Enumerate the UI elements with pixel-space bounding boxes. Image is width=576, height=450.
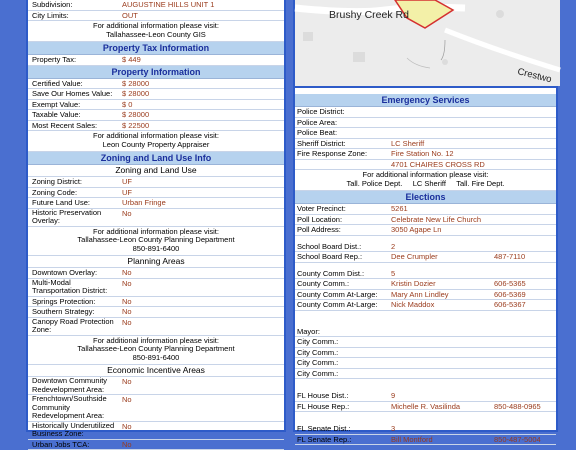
row-label <box>295 160 387 170</box>
row-label: City Comm.: <box>295 358 387 368</box>
info-row <box>295 391 556 402</box>
map-canvas <box>295 0 560 86</box>
row-value: Kristin Dozier <box>387 279 494 289</box>
row-label: Exempt Value: <box>28 100 120 110</box>
row-label: FL House Dist.: <box>295 391 387 401</box>
row-label: FL House Rep.: <box>295 402 387 412</box>
row-label: Canopy Road Protection Zone: <box>28 318 120 335</box>
row-label: Downtown Community Redevelopment Area: <box>28 377 120 394</box>
row-label: County Comm At-Large: <box>295 300 387 310</box>
row-label: Zoning District: <box>28 177 120 187</box>
row-label: Sheriff District: <box>295 139 387 149</box>
planning-phone: 850-891-6400 <box>28 354 284 363</box>
info-row <box>295 279 556 290</box>
row-phone <box>494 391 556 401</box>
zoning-header: Zoning and Land Use Info <box>28 152 284 165</box>
row-label: Historically Underutilized Business Zone: <box>28 422 120 439</box>
row-label: Zoning Code: <box>28 188 120 198</box>
row-phone: 487-7110 <box>494 252 556 262</box>
row-label: Police District: <box>295 107 387 117</box>
info-row <box>28 395 284 422</box>
info-row <box>295 252 556 263</box>
info-row <box>28 268 284 279</box>
emergency-header: Emergency Services <box>295 94 556 107</box>
info-row <box>28 110 284 121</box>
row-value <box>387 337 556 347</box>
row-value: $ 28000 <box>120 79 284 89</box>
info-row <box>28 100 284 111</box>
info-row <box>28 89 284 100</box>
row-value: $ 22500 <box>120 121 284 131</box>
row-label: Certified Value: <box>28 79 120 89</box>
info-text: For additional information please visit: <box>28 228 284 237</box>
row-label: Mayor: <box>295 327 387 337</box>
row-value: No <box>120 440 284 450</box>
planning-link[interactable]: Tallahassee-Leon County Planning Department <box>28 345 284 354</box>
info-row <box>295 435 556 446</box>
elections-header: Elections <box>295 191 556 204</box>
planning-info <box>28 227 284 257</box>
planning-info-2 <box>28 336 284 366</box>
info-row <box>295 337 556 348</box>
info-row <box>28 188 284 199</box>
row-label: City Limits: <box>28 11 120 21</box>
row-value: 3050 Agape Ln <box>387 225 556 235</box>
planning-link[interactable]: Tallahassee-Leon County Planning Department <box>28 236 284 245</box>
right-info-panel <box>293 0 558 432</box>
row-phone: 606-5369 <box>494 290 556 300</box>
info-row <box>28 121 284 132</box>
info-row <box>295 128 556 139</box>
row-value: 5261 <box>387 204 556 214</box>
info-row <box>28 11 284 22</box>
info-row <box>28 422 284 440</box>
info-row <box>28 440 284 450</box>
info-text: For additional information please visit: <box>28 337 284 346</box>
info-row <box>28 279 284 297</box>
row-phone: 606-5367 <box>494 300 556 310</box>
info-text: For additional information please visit: <box>295 171 556 180</box>
row-value: $ 28000 <box>120 110 284 120</box>
row-value: Fire Station No. 12 <box>387 149 556 159</box>
row-phone <box>494 424 556 434</box>
emergency-links[interactable]: Tall. Police Dept. LC Sheriff Tall. Fire Dept. <box>295 180 556 189</box>
row-value <box>387 118 556 128</box>
info-row <box>295 139 556 150</box>
info-row <box>28 198 284 209</box>
row-value <box>387 128 556 138</box>
row-label: Fire Response Zone: <box>295 149 387 159</box>
row-label: Poll Location: <box>295 215 387 225</box>
row-value <box>387 327 556 337</box>
parcel-map[interactable] <box>295 0 556 88</box>
info-row <box>295 290 556 301</box>
economic-areas-subheader: Economic Incentive Areas <box>28 365 284 377</box>
row-phone: 606-5365 <box>494 279 556 289</box>
row-value: $ 28000 <box>120 89 284 99</box>
row-label: Urban Jobs TCA: <box>28 440 120 450</box>
row-label: FL Senate Dist.: <box>295 424 387 434</box>
row-value: OUT <box>120 11 284 21</box>
row-value: 3 <box>387 424 494 434</box>
zoning-subheader: Zoning and Land Use <box>28 165 284 177</box>
info-row <box>295 225 556 236</box>
info-row <box>295 107 556 118</box>
property-info-header: Property Information <box>28 66 284 79</box>
info-row <box>295 215 556 226</box>
info-row <box>28 377 284 395</box>
info-row <box>295 242 556 253</box>
info-text: For additional information please visit: <box>28 22 284 31</box>
row-value: No <box>120 307 284 317</box>
row-label: Most Recent Sales: <box>28 121 120 131</box>
emergency-info <box>295 170 556 191</box>
row-value: $ 0 <box>120 100 284 110</box>
appraiser-link[interactable]: Leon County Property Appraiser <box>28 141 284 150</box>
row-label: Downtown Overlay: <box>28 268 120 278</box>
row-value: Urban Fringe <box>120 198 284 208</box>
row-value: No <box>120 268 284 278</box>
info-row <box>295 160 556 171</box>
row-phone: 850-487-5004 <box>494 435 556 445</box>
row-label: Subdivision: <box>28 0 120 10</box>
row-value <box>387 348 556 358</box>
info-row <box>295 424 556 435</box>
row-label: County Comm.: <box>295 279 387 289</box>
row-label: Police Area: <box>295 118 387 128</box>
row-phone <box>494 269 556 279</box>
row-value: 2 <box>387 242 494 252</box>
row-value: LC Sheriff <box>387 139 556 149</box>
info-row <box>28 297 284 308</box>
info-row <box>295 402 556 413</box>
info-row <box>295 348 556 359</box>
property-tax-header: Property Tax Information <box>28 42 284 55</box>
road-label-brushy: Brushy Creek Rd <box>329 9 409 21</box>
row-label: School Board Dist.: <box>295 242 387 252</box>
row-value: No <box>120 279 284 289</box>
gis-link[interactable]: Tallahassee-Leon County GIS <box>28 31 284 40</box>
row-value: UF <box>120 177 284 187</box>
row-value: No <box>120 395 284 405</box>
row-value: Dee Crumpler <box>387 252 494 262</box>
row-value: No <box>120 377 284 387</box>
row-value: 9 <box>387 391 494 401</box>
row-value: No <box>120 209 284 219</box>
row-label: Save Our Homes Value: <box>28 89 120 99</box>
row-value <box>387 107 556 117</box>
row-value: 5 <box>387 269 494 279</box>
info-row <box>295 300 556 311</box>
gis-info <box>28 21 284 42</box>
row-value: Bill Montford <box>387 435 494 445</box>
info-row <box>295 269 556 280</box>
info-row <box>28 79 284 90</box>
row-value <box>387 369 556 379</box>
row-label: City Comm.: <box>295 348 387 358</box>
row-value <box>387 358 556 368</box>
info-row <box>295 204 556 215</box>
info-row <box>28 55 284 66</box>
info-row <box>28 209 284 227</box>
row-value: Nick Maddox <box>387 300 494 310</box>
info-row <box>28 177 284 188</box>
info-row <box>28 307 284 318</box>
row-label: FL Senate Rep.: <box>295 435 387 445</box>
row-label: Frenchtown/Southside Community Redevelopment Area: <box>28 395 120 421</box>
info-text: For additional information please visit: <box>28 132 284 141</box>
row-value: AUGUSTINE HILLS UNIT 1 <box>120 0 284 10</box>
row-label: Springs Protection: <box>28 297 120 307</box>
row-label: City Comm.: <box>295 337 387 347</box>
planning-phone: 850-891-6400 <box>28 245 284 254</box>
info-row <box>295 118 556 129</box>
row-label: County Comm At-Large: <box>295 290 387 300</box>
row-value: No <box>120 422 284 432</box>
info-row <box>295 327 556 338</box>
row-value: No <box>120 297 284 307</box>
row-phone: 850-488-0965 <box>494 402 556 412</box>
road-label-crestwood: Crestwo <box>516 66 552 85</box>
info-row <box>295 149 556 160</box>
row-value: UF <box>120 188 284 198</box>
info-row <box>28 0 284 11</box>
row-label: Southern Strategy: <box>28 307 120 317</box>
row-label: School Board Rep.: <box>295 252 387 262</box>
info-row <box>295 358 556 369</box>
row-value: Mary Ann Lindley <box>387 290 494 300</box>
row-value: 4701 CHAIRES CROSS RD <box>387 160 556 170</box>
row-label: County Comm Dist.: <box>295 269 387 279</box>
row-label: City Comm.: <box>295 369 387 379</box>
row-label: Multi-Modal Transportation District: <box>28 279 120 296</box>
info-row <box>295 369 556 380</box>
appraiser-info <box>28 131 284 152</box>
row-label: Property Tax: <box>28 55 120 65</box>
planning-areas-subheader: Planning Areas <box>28 256 284 268</box>
row-label: Historic Preservation Overlay: <box>28 209 120 226</box>
row-value: $ 449 <box>120 55 284 65</box>
row-label: Police Beat: <box>295 128 387 138</box>
row-value: Michelle R. Vasilinda <box>387 402 494 412</box>
row-label: Taxable Value: <box>28 110 120 120</box>
left-info-panel <box>26 0 286 432</box>
row-value: Celebrate New Life Church <box>387 215 556 225</box>
info-row <box>28 318 284 336</box>
row-label: Poll Address: <box>295 225 387 235</box>
row-value: No <box>120 318 284 328</box>
row-phone <box>494 242 556 252</box>
row-label: Future Land Use: <box>28 198 120 208</box>
row-label: Voter Precinct: <box>295 204 387 214</box>
